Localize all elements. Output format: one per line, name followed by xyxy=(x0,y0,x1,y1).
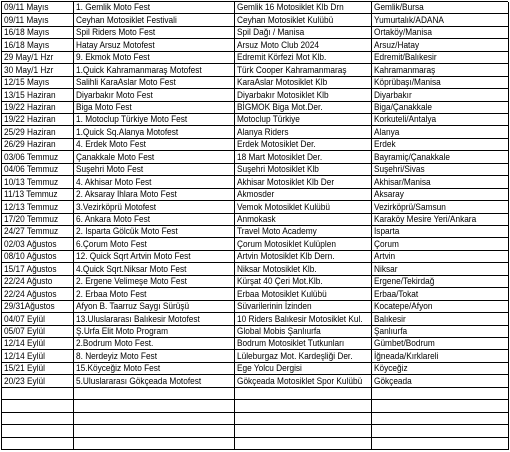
cell-text: Spil Dağı / Manisa xyxy=(237,27,305,38)
table-cell-event xyxy=(74,238,235,250)
cell-text: Bayramiç/Çanakkale xyxy=(374,151,450,162)
table-cell-organizer xyxy=(235,425,372,437)
table-cell-event xyxy=(74,338,235,350)
table-cell-organizer xyxy=(235,251,372,263)
table-cell-organizer xyxy=(235,2,372,14)
table-cell-event xyxy=(74,263,235,275)
table-cell-date xyxy=(2,338,74,350)
table-cell-event xyxy=(74,375,235,387)
cell-text: Çorum xyxy=(374,238,399,249)
table-cell-location xyxy=(372,2,509,14)
cell-text: Ceyhan Motosiklet Kulübü xyxy=(237,14,334,25)
table-cell-date xyxy=(2,400,74,412)
cell-text: 16/18 Mayıs xyxy=(4,27,50,38)
table-cell-date xyxy=(2,39,74,51)
cell-text: Kürşat 40 Çeri Mot.Klb. xyxy=(237,276,323,287)
table-cell-date xyxy=(2,77,74,89)
cell-text: 13.Uluslararası Balıkesir Motofest xyxy=(76,313,200,324)
table-cell-date xyxy=(2,114,74,126)
cell-text: Gökçeada xyxy=(374,375,412,386)
cell-text: Gümbet/Bodrum xyxy=(374,338,435,349)
cell-text: Aksaray xyxy=(374,189,404,200)
table-cell-location xyxy=(372,102,509,114)
cell-text: Ege Yolcu Dergisi xyxy=(237,363,302,374)
cell-text: 10/13 Temmuz xyxy=(4,176,59,187)
table-cell-location xyxy=(372,301,509,313)
table-cell-location xyxy=(372,14,509,26)
table-cell-date xyxy=(2,176,74,188)
cell-text: 2. Erbaa Moto Fest xyxy=(76,288,147,299)
cell-text: 1.Quick Kahramanmaraş Motofest xyxy=(76,64,202,75)
table-cell-location xyxy=(372,326,509,338)
table-cell-date xyxy=(2,139,74,151)
table-cell-organizer xyxy=(235,151,372,163)
cell-text: 4. Akhisar Moto Fest xyxy=(76,176,152,187)
cell-text: 15/21 Eylül xyxy=(4,363,45,374)
table-cell-date xyxy=(2,326,74,338)
cell-text: 24/27 Temmuz xyxy=(4,226,59,237)
cell-text: 22/24 Ağusto xyxy=(4,276,53,287)
cell-text: Niksar xyxy=(374,263,398,274)
cell-text: Biga/Çanakkale xyxy=(374,102,433,112)
cell-text: Akmosder xyxy=(237,189,275,200)
table-cell-organizer xyxy=(235,114,372,126)
table-cell-location xyxy=(372,52,509,64)
table-cell-date xyxy=(2,425,74,437)
table-cell-organizer xyxy=(235,438,372,450)
cell-text: 17/20 Temmuz xyxy=(4,214,59,224)
table-cell-date xyxy=(2,189,74,201)
table-cell-event xyxy=(74,251,235,263)
table-cell-organizer xyxy=(235,313,372,325)
cell-text: Ortaköy/Manisa xyxy=(374,27,432,38)
table-cell-event xyxy=(74,363,235,375)
table-cell-organizer xyxy=(235,27,372,39)
table-cell-location xyxy=(372,263,509,275)
table-cell-location xyxy=(372,425,509,437)
cell-text: 03/06 Temmuz xyxy=(4,151,59,162)
table-cell-date xyxy=(2,226,74,238)
cell-text: Balıkesir xyxy=(374,313,406,324)
cell-text: Çorum Motosiklet Kulüplen xyxy=(237,238,336,249)
table-cell-location xyxy=(372,338,509,350)
cell-text: Kocatepe/Afyon xyxy=(374,301,433,312)
table-cell-organizer xyxy=(235,363,372,375)
cell-text: Vemok Motosiklet Kulübü xyxy=(237,201,330,212)
table-cell-date xyxy=(2,201,74,213)
table-cell-location xyxy=(372,201,509,213)
table-cell-event xyxy=(74,39,235,51)
table-cell-date xyxy=(2,52,74,64)
table-cell-event xyxy=(74,189,235,201)
table-cell-event xyxy=(74,52,235,64)
table-cell-organizer xyxy=(235,326,372,338)
cell-text: Gemlik 16 Motosiklet Klb Drn xyxy=(237,2,344,13)
cell-text: Isparta xyxy=(374,226,400,237)
cell-text: 04/06 Temmuz xyxy=(4,164,59,175)
cell-text: 2.Bodrum Moto Fest. xyxy=(76,338,154,349)
cell-text: 6.Çorum Moto Fest xyxy=(76,238,147,249)
cell-text: Yumurtalık/ADANA xyxy=(374,14,444,25)
table-cell-location xyxy=(372,251,509,263)
table-cell-location xyxy=(372,39,509,51)
cell-text: 08/10 Ağustos xyxy=(4,251,57,262)
cell-text: Ceyhan Motosiklet Festivali xyxy=(76,14,177,25)
table-cell-event xyxy=(74,126,235,138)
table-cell-date xyxy=(2,238,74,250)
cell-text: 30 May/1 Hzr xyxy=(4,64,54,75)
cell-text: Bodrum Motosiklet Tutkunları xyxy=(237,338,345,349)
table-cell-event xyxy=(74,276,235,288)
table-cell-location xyxy=(372,276,509,288)
table-cell-date xyxy=(2,413,74,425)
cell-text: 15/17 Ağustos xyxy=(4,263,57,274)
table-cell-location xyxy=(372,363,509,375)
cell-text: 19/22 Haziran xyxy=(4,102,56,112)
table-cell-event xyxy=(74,102,235,114)
table-cell-location xyxy=(372,238,509,250)
table-cell-organizer xyxy=(235,176,372,188)
cell-text: 2. Ergene Velimeşe Moto Fest xyxy=(76,276,187,287)
cell-text: Gökçeada Motosiklet Spor Kulübü xyxy=(237,375,363,386)
table-cell-organizer xyxy=(235,52,372,64)
table-cell-location xyxy=(372,413,509,425)
cell-text: Diyarbakır Moto Fest xyxy=(76,89,153,100)
table-cell-event xyxy=(74,301,235,313)
table-cell-organizer xyxy=(235,77,372,89)
table-cell-date xyxy=(2,301,74,313)
cell-text: Arsuz Moto Club 2024 xyxy=(237,39,319,50)
table-cell-organizer xyxy=(235,89,372,101)
cell-text: Lüleburgaz Mot. Kardeşliği Der. xyxy=(237,350,353,361)
table-cell-event xyxy=(74,2,235,14)
table-cell-date xyxy=(2,2,74,14)
cell-text: 10 Riders Balıkesir Motosiklet Kul. xyxy=(237,313,363,324)
cell-text: Salihli KaraAslar Moto Fest xyxy=(76,77,176,88)
cell-text: 3.Vezirköprü Motofest xyxy=(76,201,157,212)
cell-text: 1.Quick Sq.Alanya Motofest xyxy=(76,126,179,137)
table-cell-location xyxy=(372,288,509,300)
table-cell-event xyxy=(74,388,235,400)
event-table xyxy=(1,1,508,450)
cell-text: 12. Quick Sqrt Artvin Moto Fest xyxy=(76,251,191,262)
cell-text: Ş.Urfa Elit Moto Program xyxy=(76,326,169,336)
cell-text: 02/03 Ağustos xyxy=(4,238,57,249)
cell-text: Korkuteli/Antalya xyxy=(374,114,437,125)
table-cell-location xyxy=(372,375,509,387)
table-cell-location xyxy=(372,89,509,101)
cell-text: Köyceğiz xyxy=(374,363,408,374)
table-cell-event xyxy=(74,326,235,338)
table-cell-event xyxy=(74,413,235,425)
table-cell-date xyxy=(2,14,74,26)
table-cell-date xyxy=(2,276,74,288)
table-cell-date xyxy=(2,350,74,362)
cell-text: 2. Isparta Gölcük Moto Fest xyxy=(76,226,178,237)
cell-text: 19/22 Haziran xyxy=(4,114,56,125)
cell-text: Suşehri/Sivas xyxy=(374,164,425,175)
table-cell-event xyxy=(74,89,235,101)
table-cell-organizer xyxy=(235,400,372,412)
cell-text: Spil Riders Moto Fest xyxy=(76,27,156,38)
cell-text: Süvarilerinin İzinden xyxy=(237,301,312,312)
table-cell-date xyxy=(2,313,74,325)
cell-text: Kahramanmaraş xyxy=(374,64,436,75)
table-cell-location xyxy=(372,388,509,400)
cell-text: Biga Moto Fest xyxy=(76,102,132,112)
cell-text: Alanya xyxy=(374,126,400,137)
table-cell-location xyxy=(372,64,509,76)
table-cell-date xyxy=(2,263,74,275)
cell-text: Artvin Motosiklet Klb Dern. xyxy=(237,251,335,262)
table-cell-organizer xyxy=(235,238,372,250)
cell-text: Erdek Motosiklet Der. xyxy=(237,139,316,150)
cell-text: 09/11 Mayıs xyxy=(4,14,49,25)
table-cell-event xyxy=(74,438,235,450)
table-cell-location xyxy=(372,27,509,39)
table-cell-location xyxy=(372,176,509,188)
cell-text: Erdek xyxy=(374,139,396,150)
table-cell-event xyxy=(74,350,235,362)
table-cell-event xyxy=(74,77,235,89)
table-cell-event xyxy=(74,288,235,300)
table-cell-location xyxy=(372,214,509,226)
table-cell-organizer xyxy=(235,301,372,313)
table-cell-date xyxy=(2,126,74,138)
cell-text: 2. Aksaray Ihlara Moto Fest xyxy=(76,189,177,200)
cell-text: 5.Uluslararası Gökçeada Motofest xyxy=(76,375,202,386)
cell-text: Motoclup Türkiye xyxy=(237,114,300,125)
table-cell-location xyxy=(372,114,509,126)
table-cell-location xyxy=(372,313,509,325)
table-cell-event xyxy=(74,164,235,176)
table-cell-date xyxy=(2,64,74,76)
table-cell-event xyxy=(74,64,235,76)
table-cell-date xyxy=(2,388,74,400)
table-cell-event xyxy=(74,201,235,213)
table-cell-event xyxy=(74,27,235,39)
table-cell-event xyxy=(74,226,235,238)
table-cell-date xyxy=(2,438,74,450)
cell-text: Global Mobis Şanlıurfa xyxy=(237,326,321,336)
cell-text: Suşehri Moto Fest xyxy=(76,164,144,175)
table-cell-organizer xyxy=(235,413,372,425)
cell-text: 12/15 Mayıs xyxy=(4,77,50,88)
cell-text: Suşehri Motosiklet Klb xyxy=(237,164,319,175)
table-cell-organizer xyxy=(235,102,372,114)
cell-text: Artvin xyxy=(374,251,396,262)
cell-text: 20/23 Eylül xyxy=(4,375,45,386)
cell-text: BİGMOK Biga Mot.Der. xyxy=(237,102,323,112)
table-cell-organizer xyxy=(235,214,372,226)
cell-text: 6. Ankara Moto Fest xyxy=(76,214,151,224)
table-cell-organizer xyxy=(235,375,372,387)
cell-text: Ergene/Tekirdağ xyxy=(374,276,435,287)
table-cell-location xyxy=(372,226,509,238)
cell-text: 15.Köyceğiz Moto Fest xyxy=(76,363,161,374)
table-cell-date xyxy=(2,102,74,114)
table-cell-organizer xyxy=(235,126,372,138)
table-cell-event xyxy=(74,151,235,163)
table-cell-date xyxy=(2,363,74,375)
table-cell-organizer xyxy=(235,64,372,76)
cell-text: 18 Mart Motosiklet Der. xyxy=(237,151,323,162)
cell-text: Çanakkale Moto Fest xyxy=(76,151,155,162)
cell-text: Erbaa Motosiklet Kulübü xyxy=(237,288,327,299)
cell-text: Şanlıurfa xyxy=(374,326,408,336)
cell-text: 29 May/1 Hzr xyxy=(4,52,54,63)
cell-text: Erbaa/Tokat xyxy=(374,288,419,299)
table-cell-organizer xyxy=(235,338,372,350)
cell-text: 1. Motoclup Türkiye Moto Fest xyxy=(76,114,188,125)
table-cell-organizer xyxy=(235,350,372,362)
cell-text: 22/24 Ağustos xyxy=(4,288,57,299)
cell-text: Köprübaşı/Manisa xyxy=(374,77,441,88)
cell-text: Travel Moto Academy xyxy=(237,226,317,237)
cell-text: Türk Cooper Kahramanmaraş xyxy=(237,64,347,75)
cell-text: Niksar Motosiklet Klb. xyxy=(237,263,317,274)
table-cell-location xyxy=(372,139,509,151)
table-cell-date xyxy=(2,151,74,163)
cell-text: Hatay Arsuz Motofest xyxy=(76,39,155,50)
cell-text: Vezirköprü/Samsun xyxy=(374,201,446,212)
table-cell-event xyxy=(74,425,235,437)
table-cell-organizer xyxy=(235,201,372,213)
cell-text: Afyon B. Taarruz Saygı Sürüşü xyxy=(76,301,190,312)
cell-text: 9. Ekmok Moto Fest xyxy=(76,52,150,63)
table-cell-event xyxy=(74,14,235,26)
cell-text: Diyarbakır Motosiklet Klb xyxy=(237,89,329,100)
table-cell-event xyxy=(74,214,235,226)
table-cell-event xyxy=(74,139,235,151)
cell-text: Alanya Riders xyxy=(237,126,289,137)
cell-text: 12/14 Eylül xyxy=(4,338,45,349)
cell-text: Akhisar Motosiklet Klb Der xyxy=(237,176,335,187)
cell-text: Arsuz/Hatay xyxy=(374,39,420,50)
table-cell-location xyxy=(372,126,509,138)
cell-text: 12/13 Temmuz xyxy=(4,201,59,212)
cell-text: İğneada/Kırklareli xyxy=(374,350,439,361)
cell-text: Anmokask xyxy=(237,214,276,224)
table-cell-organizer xyxy=(235,164,372,176)
cell-text: 25/29 Haziran xyxy=(4,126,56,137)
table-cell-organizer xyxy=(235,276,372,288)
table-cell-location xyxy=(372,77,509,89)
cell-text: 05/07 Eylül xyxy=(4,326,45,336)
cell-text: KaraAslar Motosiklet Klb xyxy=(237,77,328,88)
cell-text: 4. Erdek Moto Fest xyxy=(76,139,146,150)
table-cell-organizer xyxy=(235,288,372,300)
table-cell-event xyxy=(74,313,235,325)
cell-text: 04/07 Eylül xyxy=(4,313,45,324)
table-cell-organizer xyxy=(235,39,372,51)
cell-text: 13/15 Haziran xyxy=(4,89,56,100)
table-cell-date xyxy=(2,251,74,263)
table-cell-location xyxy=(372,164,509,176)
cell-text: 29/31Ağustos xyxy=(4,301,55,312)
cell-text: 8. Nerdeyiz Moto Fest xyxy=(76,350,157,361)
table-cell-organizer xyxy=(235,139,372,151)
cell-text: 26/29 Haziran xyxy=(4,139,56,150)
table-cell-organizer xyxy=(235,189,372,201)
table-cell-location xyxy=(372,400,509,412)
table-cell-event xyxy=(74,400,235,412)
table-cell-organizer xyxy=(235,388,372,400)
table-cell-date xyxy=(2,214,74,226)
table-cell-date xyxy=(2,375,74,387)
table-cell-location xyxy=(372,438,509,450)
cell-text: Edremit Körfezi Mot Klb. xyxy=(237,52,327,63)
table-cell-date xyxy=(2,27,74,39)
cell-text: Akhisar/Manisa xyxy=(374,176,431,187)
table-cell-date xyxy=(2,89,74,101)
table-cell-date xyxy=(2,288,74,300)
cell-text: Karaköy Mesire Yeri/Ankara xyxy=(374,214,477,224)
table-cell-date xyxy=(2,164,74,176)
table-cell-location xyxy=(372,189,509,201)
cell-text: 11/13 Temmuz xyxy=(4,189,58,200)
cell-text: 4.Quick Sqrt.Niksar Moto Fest xyxy=(76,263,187,274)
table-cell-event xyxy=(74,176,235,188)
cell-text: Diyarbakır xyxy=(374,89,412,100)
cell-text: 16/18 Mayıs xyxy=(4,39,50,50)
table-cell-organizer xyxy=(235,14,372,26)
cell-text: 12/14 Eylül xyxy=(4,350,45,361)
cell-text: 09/11 Mayıs xyxy=(4,2,49,13)
table-cell-location xyxy=(372,350,509,362)
table-cell-organizer xyxy=(235,263,372,275)
cell-text: Gemlik/Bursa xyxy=(374,2,424,13)
table-cell-event xyxy=(74,114,235,126)
table-cell-organizer xyxy=(235,226,372,238)
cell-text: 1. Gemlik Moto Fest xyxy=(76,2,151,13)
table-cell-location xyxy=(372,151,509,163)
cell-text: Edremit/Balıkesir xyxy=(374,52,437,63)
